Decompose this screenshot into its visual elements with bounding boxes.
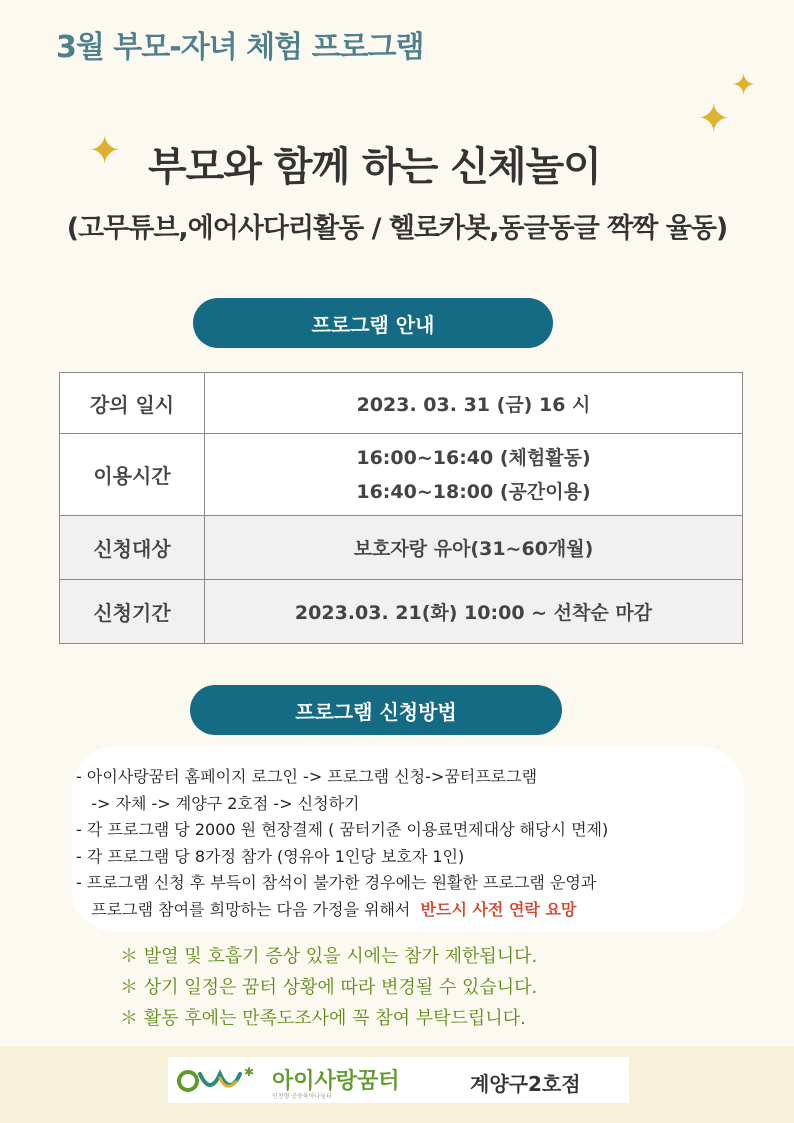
sparkle-star-icon: ✦: [88, 128, 122, 174]
row-label: 신청기간: [60, 580, 205, 644]
table-row: [60, 580, 743, 644]
sparkle-star-icon: ✦: [697, 96, 731, 142]
notice-accent: 반드시 사전 연락 요망: [420, 899, 577, 919]
note-item: ＊ 상기 일정은 꿈터 상황에 따라 변경될 수 있습니다.: [120, 977, 538, 998]
table-row: [60, 434, 743, 516]
notice-text: 프로그램 참여를 희망하는 다음 가정을 위해서: [76, 899, 421, 919]
notice-line: [76, 897, 756, 924]
branch-name: 계양구2호점: [470, 1072, 581, 1096]
program-info-table: [59, 372, 743, 644]
notice-line: - 아이사랑꿈터 홈페이지 로그인 -> 프로그램 신청->꿈터프로그램: [76, 767, 538, 786]
notice-line: -> 자체 -> 계양구 2호점 -> 신청하기: [76, 793, 360, 813]
row-value: 2023. 03. 31 (금) 16 시: [205, 373, 743, 434]
row-label: 강의 일시: [60, 373, 205, 434]
row-value-line: 16:40~18:00 (공간이용): [356, 480, 591, 503]
logo-tagline: 인천형 공동육아나눔터: [272, 1093, 332, 1100]
svg-text:✱: ✱: [244, 1065, 255, 1079]
main-title: 부모와 함께 하는 신체놀이: [148, 144, 601, 190]
row-value: [205, 434, 743, 516]
row-value: 보호자랑 유아(31~60개월): [205, 516, 743, 580]
notes: [120, 941, 537, 1034]
table-row: [60, 516, 743, 580]
row-label: 이용시간: [60, 434, 205, 516]
sparkle-star-icon: ✦: [731, 68, 757, 103]
note-item: ＊ 활동 후에는 만족도조사에 꼭 참여 부탁드립니다.: [120, 1008, 526, 1029]
notice-line: - 프로그램 신청 후 부득이 참석이 불가한 경우에는 원활한 프로그램 운영과: [76, 873, 597, 892]
row-value-line: 16:00~16:40 (체험활동): [356, 446, 591, 469]
notice-line: - 각 프로그램 당 8가정 참가 (영유아 1인당 보호자 1인): [76, 846, 465, 866]
note-item: ＊ 발열 및 호흡기 증상 있을 시에는 참가 제한됩니다.: [120, 946, 538, 967]
top-title: 3월 부모-자녀 체험 프로그램: [56, 30, 424, 65]
logo-name: 아이사랑꿈터: [272, 1069, 400, 1094]
table-row: [60, 373, 743, 434]
notice-line: - 각 프로그램 당 2000 원 현장결제 ( 꿈터기준 이용료면제대상 해당시 면제): [76, 820, 609, 839]
row-value: 2023.03. 21(화) 10:00 ~ 선착순 마감: [205, 580, 743, 644]
program-info-heading: 프로그램 안내: [193, 298, 553, 348]
sub-title: (고무튜브,에어사다리활동 / 헬로카봇,동글동글 짝짝 율동): [66, 213, 728, 244]
notice-list: [76, 764, 756, 923]
how-to-apply-heading: 프로그램 신청방법: [190, 685, 562, 735]
aisarang-logo-mark-icon: [176, 1062, 260, 1100]
row-label: 신청대상: [60, 516, 205, 580]
